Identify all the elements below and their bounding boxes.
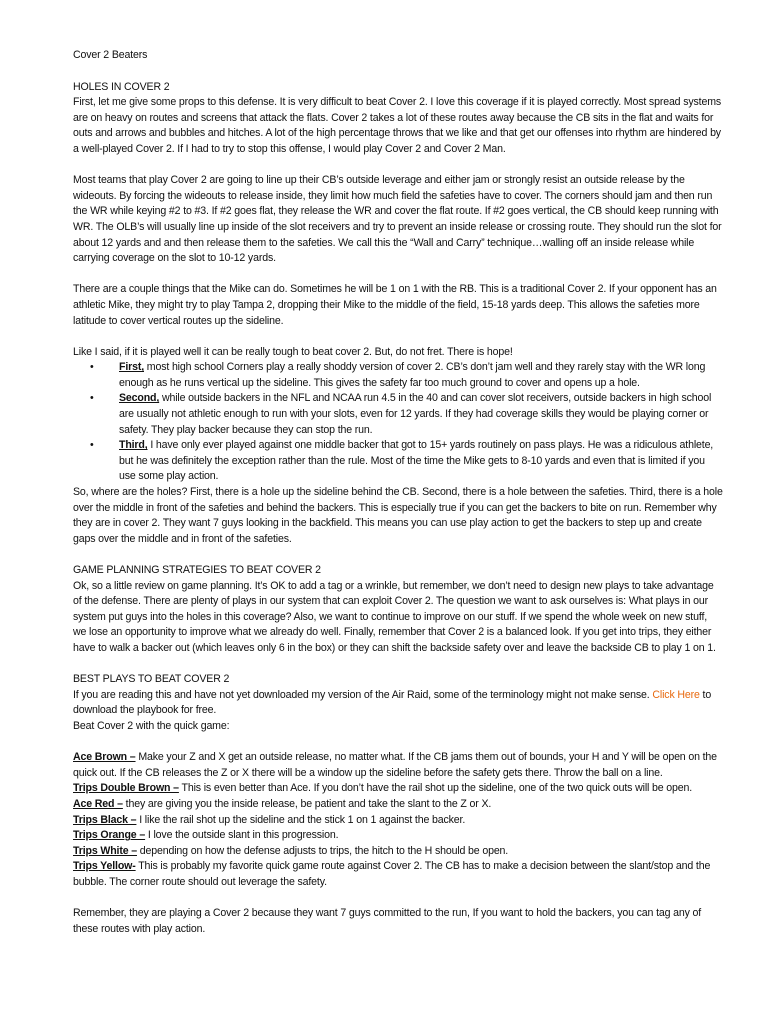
bullet-icon: • <box>90 439 94 452</box>
play-item <box>73 797 723 813</box>
paragraph: First, let me give some props to this defense. It is very difficult to beat Cover 2. I love this coverage if it is played correctly. Most spread systems are on heavy on routes and screens that attack the flats. Cover 2 takes a lot of these routes away because the CB sits in the flat and waits for outs and arrows and bubbles and hitches. A lot of the high percentage throws that we like and that get our offenses into rhythm are hindered by a well-played Cover 2. If I had to try to stop this offense, I would play Cover 2 and Cover 2 Man. <box>73 96 722 155</box>
play-text: depending on how the defense adjusts to trips, the hitch to the H should be open. <box>136 844 509 857</box>
list-item <box>73 438 723 485</box>
bullet-icon: • <box>90 361 94 374</box>
play-name: Trips White – <box>73 844 137 857</box>
bullet-lead: Second, <box>119 392 160 405</box>
play-name: Trips Yellow- <box>73 860 136 873</box>
section-heading-game-planning: GAME PLANNING STRATEGIES TO BEAT COVER 2 <box>73 564 321 576</box>
bullet-text: I have only ever played against one middle backer that got to 15+ yards routinely on pass plays. He was a ridiculous athlete, but he was definitely the exception rather than the rule. Most of the time the Mike gets to 8-10 yards and even that is limited if you use some play action. <box>119 439 714 483</box>
list-item <box>73 391 723 438</box>
paragraph: Most teams that play Cover 2 are going to line up their CB’s outside leverage and either jam or strongly resist an outside release by the wideouts. By forcing the wideouts to release inside, they limit how much field the safeties have to cover. The corners should jam and then run the WR while keying #2 to #3. If #2 goes flat, they release the WR and cover the flat route. If #2 goes vertical, the CB should keep running with WR. The OLB’s will usually line up inside of the slot receivers and try to prevent an inside release or crossing route. They should run the slot for about 12 yards and and then release them to the safeties. We call this the “Wall and Carry” technique…walling off an inside release while carrying coverage on the slot to 10-12 yards. <box>73 174 722 265</box>
bullet-text: while outside backers in the NFL and NCAA run 4.5 in the 40 and can cover slot receivers, outside backers in high school are usually not athletic enough to run with your slots, even for 12 yards. If they had coverage skills they would be playing corner or safety. They play backer because they can stop the run. <box>119 392 712 436</box>
paragraph: Like I said, if it is played well it can be really tough to beat cover 2. But, do not fret. There is hope! <box>73 345 513 358</box>
intro-text-end: to download the playbook for free. <box>73 688 712 717</box>
bullet-list <box>73 360 723 485</box>
play-name: Trips Orange – <box>73 829 146 842</box>
section-heading-best-plays: BEST PLAYS TO BEAT COVER 2 <box>73 673 230 686</box>
play-name: Ace Brown – <box>73 751 136 764</box>
closing-paragraph: Remember, they are playing a Cover 2 because they want 7 guys committed to the run, If you want to hold the backers, you can tag any of these routes with play action. <box>73 907 702 935</box>
document-body <box>73 48 723 937</box>
paragraph: So, where are the holes? First, there is a hole up the sideline behind the CB. Second, there is a hole between the safeties. Third, there is a hole over the middle in front of the safeties and behind the backers. This is especially true if you can get the backers to bite on run. Remember why they are in cover 2. They want 7 guys looking in the backfield. This means you can use play action to get the backers to step up and create gaps over the middle and in front of the safeties. <box>73 486 723 545</box>
play-name: Ace Red – <box>73 797 123 810</box>
paragraph: Ok, so a little review on game planning. It’s OK to add a tag or a wrinkle, but remember, we don’t need to design new plays to take advantage of the defense. There are plenty of plays in our system that can exploit Cover 2. The question we want to ask ourselves is: What plays in our system put guys into the holes in this coverage? Also, we want to continue to improve on our stuff. If we spend the whole week on new stuff, we lose an opportunity to improve what we already do well. Finally, remember that Cover 2 is a balanced look. If you get into trips, they either have to walk a backer out (which leaves only 6 in the box) or they can shift the backside safety over and leave the backside CB to play 1 on 1. <box>73 579 716 654</box>
list-item <box>73 360 723 391</box>
paragraph <box>73 688 723 719</box>
bullet-icon: • <box>90 392 94 405</box>
document-title: Cover 2 Beaters <box>73 49 148 61</box>
play-item <box>73 844 723 860</box>
play-text: This is probably my favorite quick game route against Cover 2. The CB has to make a decision between the slant/stop and the bubble. The corner route should out leverage the safety. <box>73 860 711 888</box>
click-here-link[interactable]: Click Here <box>652 688 700 701</box>
play-text: Make your Z and X get an outside release, no matter what. If the CB jams them out of bounds, your H and Y will be open on the quick out. If the CB releases the Z or X there will be a window up the sideline before the safety gets there. Throw the ball on a line. <box>73 751 717 779</box>
bullet-text: most high school Corners play a really shoddy version of cover 2. CB’s don’t jam well and they rarely stay with the WR long enough as he runs vertical up the sideline. This gives the safety far too much ground to cover and opens up a hole. <box>119 361 706 389</box>
play-item <box>73 750 723 781</box>
play-name: Trips Double Brown – <box>73 782 179 795</box>
play-item <box>73 859 723 890</box>
section-heading-holes: HOLES IN COVER 2 <box>73 80 170 93</box>
play-name: Trips Black – <box>73 813 137 826</box>
bullet-lead: Third, <box>119 439 148 452</box>
play-item <box>73 828 723 844</box>
play-item <box>73 813 723 829</box>
subheading: Beat Cover 2 with the quick game: <box>73 719 230 732</box>
bullet-lead: First, <box>119 361 144 374</box>
play-text: I love the outside slant in this progression. <box>145 829 339 842</box>
play-text: I like the rail shot up the sideline and the stick 1 on 1 against the backer. <box>136 813 466 826</box>
play-text: This is even better than Ace. If you don’t have the rail shot up the sideline, one of the two quick outs will be open. <box>178 782 693 795</box>
play-item <box>73 781 723 797</box>
paragraph: There are a couple things that the Mike can do. Sometimes he will be 1 on 1 with the RB. This is a traditional Cover 2. If your opponent has an athletic Mike, they might try to play Tampa 2, dropping their Mike to the middle of the field, 15-18 yards deep. This allows the safeties more latitude to cover vertical routes up the sideline. <box>73 283 717 327</box>
play-text: they are giving you the inside release, be patient and take the slant to the Z or X. <box>122 797 492 810</box>
intro-text: If you are reading this and have not yet downloaded my version of the Air Raid, some of the terminology might not make sense. <box>73 688 653 701</box>
